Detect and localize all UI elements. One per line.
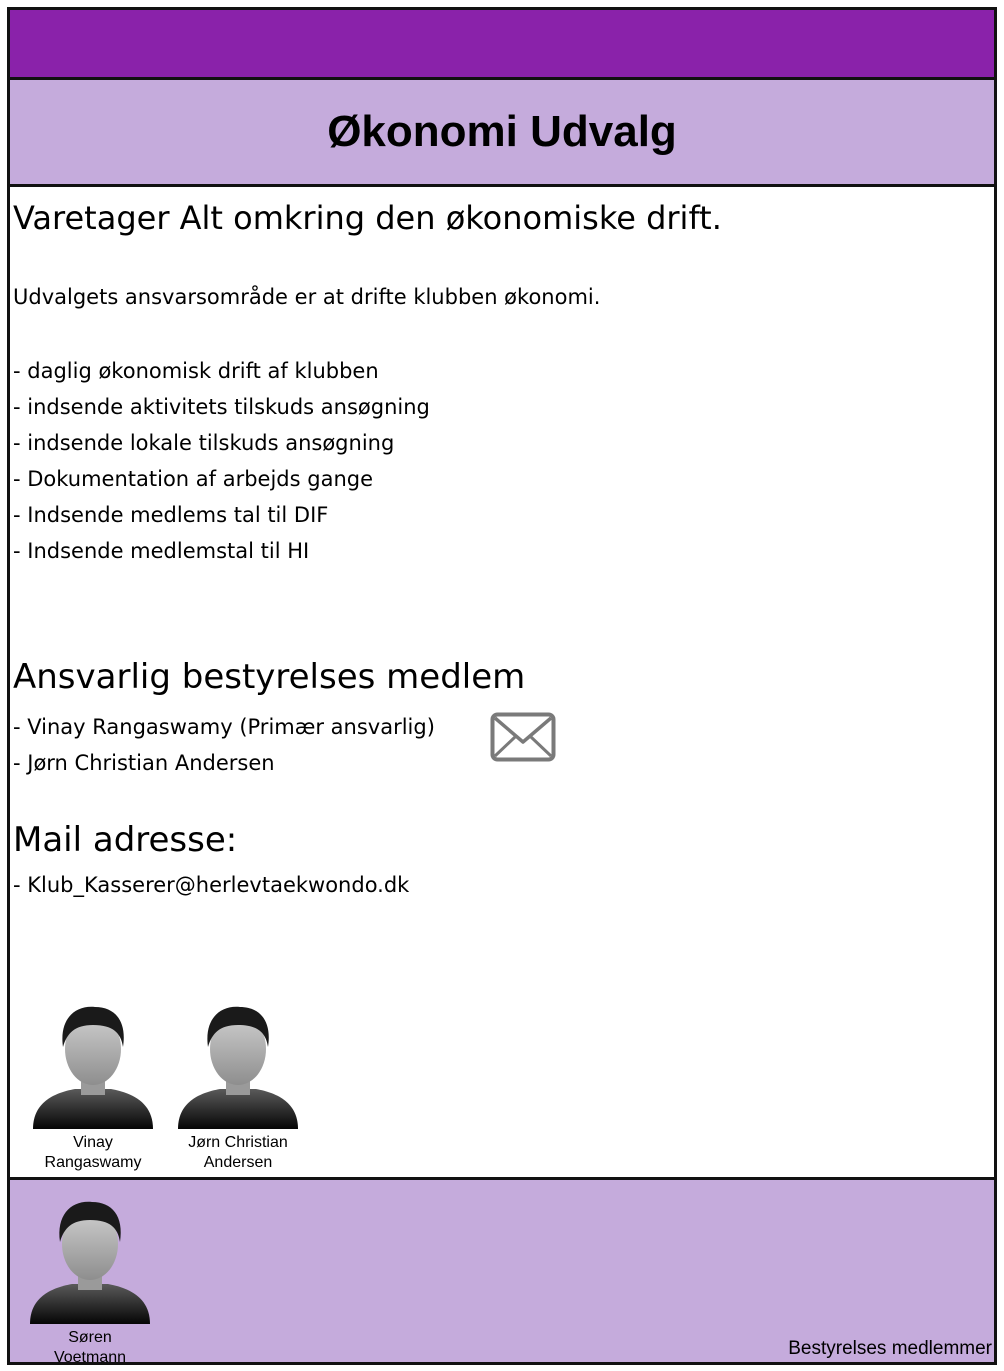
intro-text: Udvalgets ansvarsområde er at drifte klubben økonomi.	[13, 285, 601, 309]
mail-heading: Mail adresse:	[13, 820, 238, 860]
person-card[interactable]	[24, 1198, 156, 1368]
person-avatar-icon	[31, 1003, 155, 1131]
page-title: Økonomi Udvalg	[327, 107, 677, 156]
list-item: - indsende aktivitets tilskuds ansøgning	[13, 395, 430, 419]
board-member-primary: - Vinay Rangaswamy (Primær ansvarlig)	[13, 715, 435, 739]
person-card[interactable]	[27, 1003, 159, 1173]
list-item: - indsende lokale tilskuds ansøgning	[13, 431, 395, 455]
person-name: Jørn Christian Andersen	[188, 1134, 288, 1171]
footer-label: Bestyrelses medlemmer	[788, 1338, 992, 1359]
person-avatar-icon	[28, 1198, 152, 1326]
responsibility-list	[13, 353, 430, 569]
footer-panel	[10, 1177, 994, 1366]
title-banner	[10, 80, 994, 187]
board-heading: Ansvarlig bestyrelses medlem	[13, 657, 526, 697]
person-avatar-icon	[176, 1003, 300, 1131]
main-content	[10, 187, 994, 1177]
mail-address-link[interactable]: - Klub_Kasserer@herlevtaekwondo.dk	[13, 873, 410, 897]
envelope-icon[interactable]	[490, 712, 556, 762]
person-name: Søren Voetmann	[53, 1329, 127, 1366]
board-member-list	[13, 709, 435, 781]
list-item: - Indsende medlems tal til DIF	[13, 503, 329, 527]
page-frame	[7, 7, 997, 1365]
subtitle: Varetager Alt omkring den økonomiske drift.	[13, 199, 722, 237]
board-member: - Jørn Christian Andersen	[13, 751, 275, 775]
list-item: - Dokumentation af arbejds gange	[13, 467, 374, 491]
list-item: - Indsende medlemstal til HI	[13, 539, 310, 563]
person-card[interactable]	[172, 1003, 304, 1173]
top-banner	[10, 10, 994, 80]
person-name: Vinay Rangaswamy	[44, 1134, 142, 1171]
list-item: - daglig økonomisk drift af klubben	[13, 359, 379, 383]
